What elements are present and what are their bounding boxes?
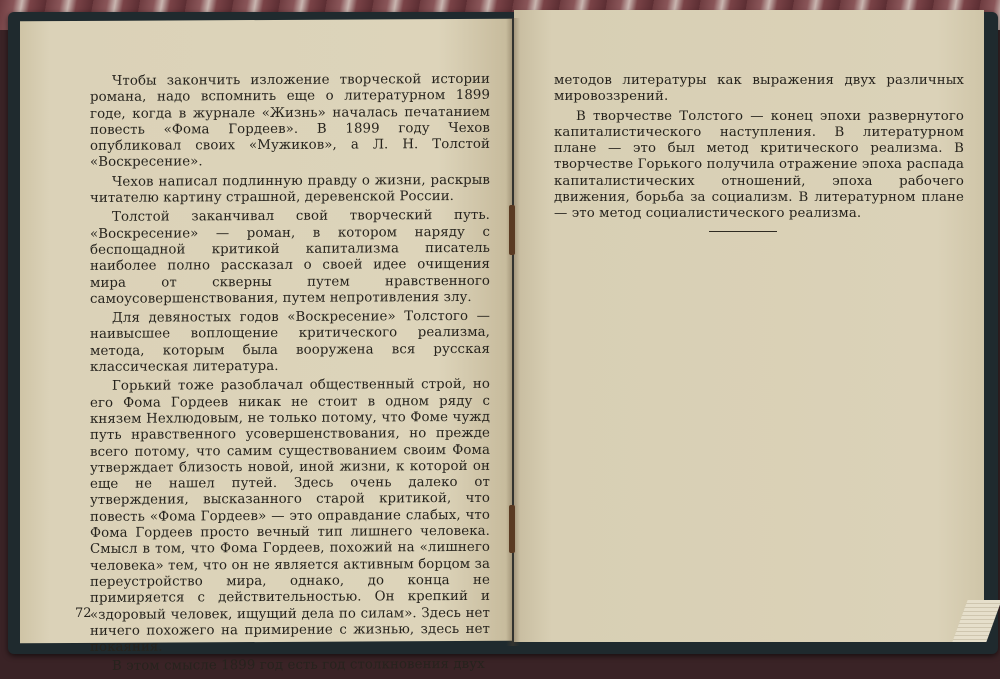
- paragraph: методов литературы как выражения двух различных мировоззрений.: [554, 73, 964, 105]
- paragraph: Чтобы закончить изложение творческой истории романа, надо вспомнить еще о литературном 1899 годе, когда в журнале «Жизнь» началась печатанием повесть «Фома Гордеев». В 1899 году Чехов опубликовал своих «Мужиков», а Л. Н. Толстой «Воскресение».: [90, 71, 490, 171]
- paragraph: Для девяностых годов «Воскресение» Толстого — наивысшее воплощение критического реализма, метода, которым была вооружена вся русская классическая литература.: [90, 308, 490, 375]
- right-page-text: [554, 73, 964, 226]
- section-end-rule: [709, 231, 777, 232]
- binding-stitch: [509, 205, 515, 255]
- left-page: [20, 19, 512, 675]
- right-page: [514, 10, 984, 642]
- paragraph: Горький тоже разоблачал общественный строй, но его Фома Гордеев никак не стоит в одном ряду с князем Нехлюдовым, не только потому, что Фоме чужд путь нравственного усовершенствования, но прежде всего потому, что самим существованием своим Фома утверждает близость новой, иной жизни, к которой он еще не нашел путей. Здесь очень далеко от утверждения, высказанного старой критикой, что повесть «Фома Гордеев» — это оправдание слабых, что Фома Гордеев просто вечный тип лишнего человека. Смысл в том, что Фома Гордеев, похожий на «лишнего человека» тем, что он не является активным борцом за переустройство мира, однако, до конца не примиряется с действительностью. Он крепкий и «здоровый человек, ищущий дела по силам». Здесь нет ничего похожего на примирение с жизнью, здесь нет покаяния.: [90, 377, 490, 656]
- paragraph: Чехов написал подлинную правду о жизни, раскрыв читателю картину страшной, деревенской России.: [90, 172, 490, 206]
- paragraph: В этом смысле 1899 год есть год столкновения двух: [112, 657, 485, 675]
- left-page-text: [90, 72, 490, 679]
- paragraph: В творчестве Толстого — конец эпохи развернутого капиталистического наступления. В литературном плане — это был метод критического реализма. В творчестве Горького получила отражение эпоха распада капиталистических отношений, эпоха рабочего движения, борьба за социализм. В литературном плане — это метод социалистического реализма.: [554, 108, 964, 222]
- paragraph: Толстой заканчивал свой творческий путь. «Воскресение» — роман, в котором наряду с беспощадной критикой капитализма писатель наиболее полно рассказал о своей идее очищения мира от скверны путем нравственного самоусовершенствования, путем непротивления злу.: [90, 208, 490, 307]
- binding-stitch: [509, 505, 515, 553]
- page-number: 72: [75, 605, 92, 622]
